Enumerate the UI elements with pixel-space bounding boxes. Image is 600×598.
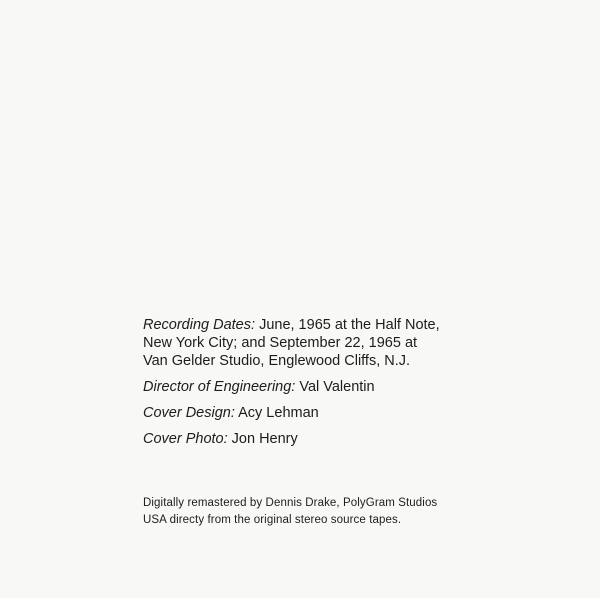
engineering-credit [143, 378, 583, 396]
cover-design-credit [143, 404, 583, 422]
engineering-label: Director of Engineering: [143, 379, 296, 395]
remaster-line-2: USA directy from the original stereo source tapes. [143, 514, 402, 526]
cover-photo-label: Cover Photo: [143, 431, 228, 447]
recording-dates-line-3: Van Gelder Studio, Englewood Cliffs, N.J. [143, 353, 411, 369]
recording-dates-line-2: New York City; and September 22, 1965 at [143, 335, 418, 351]
cover-photo-credit [143, 430, 583, 448]
recording-dates-label: Recording Dates: [143, 317, 256, 333]
engineering-value: Val Valentin [299, 379, 375, 395]
cover-photo-value: Jon Henry [231, 431, 298, 447]
credits-block [143, 316, 583, 456]
recording-dates-credit [143, 316, 583, 370]
remaster-line-1: Digitally remastered by Dennis Drake, PolyGram Studios [143, 497, 438, 509]
recording-dates-line-1: June, 1965 at the Half Note, [259, 317, 440, 333]
cover-design-label: Cover Design: [143, 405, 235, 421]
remaster-note [143, 495, 583, 529]
cover-design-value: Acy Lehman [238, 405, 319, 421]
